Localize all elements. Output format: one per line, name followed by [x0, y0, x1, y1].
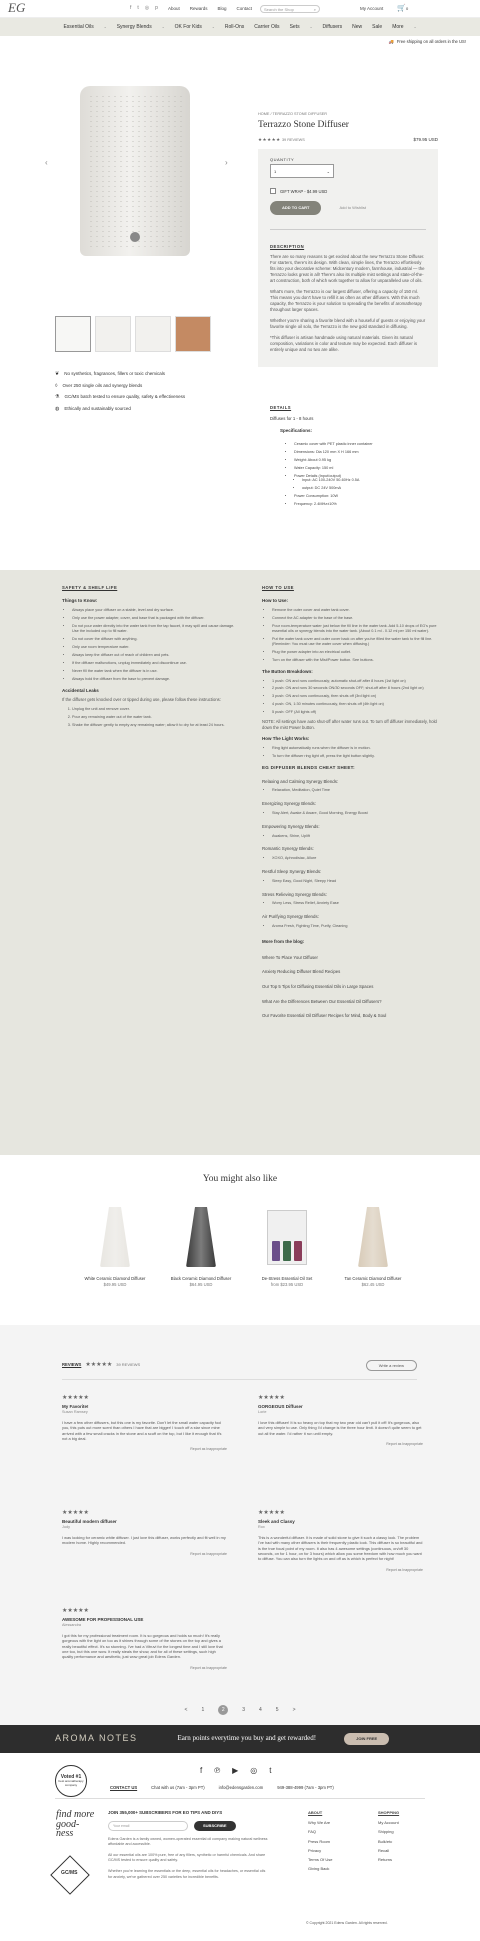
- cheat-group: [262, 779, 442, 794]
- site-footer: [0, 1753, 480, 1941]
- page-4[interactable]: 4: [259, 1706, 262, 1713]
- aroma-notes-logo: AROMA NOTES: [55, 1733, 138, 1744]
- gcms-text: GC/MS: [61, 1869, 78, 1876]
- review-author: Rox: [258, 1524, 265, 1529]
- blog-title: More from the blog:: [262, 939, 305, 945]
- nav-item-sets[interactable]: Sets: [289, 23, 300, 30]
- footer-link[interactable]: Bulk/etc: [378, 1838, 393, 1844]
- nav-item-roll-ons[interactable]: Roll-Ons: [224, 23, 245, 30]
- list-item: • 4 push: ON, 1:30 minutes continuously, then shuts off (4th light on): [272, 702, 442, 707]
- product-price: $62.45 USD: [361, 1282, 385, 1288]
- about-text: Edens Garden is a family owned, women-operated essential oil company making natural wellness affordable and accessible.: [108, 1836, 268, 1846]
- product-title: Terrazzo Stone Diffuser: [258, 119, 349, 130]
- howto-title: HOW TO USE: [262, 585, 294, 590]
- details-title: DETAILS: [270, 405, 292, 410]
- product-image[interactable]: [166, 1202, 236, 1272]
- review-author: Lorie: [258, 1409, 267, 1414]
- contact-row: [110, 1785, 334, 1790]
- chevron-down-icon: ⌄: [161, 24, 165, 29]
- power-list: [294, 478, 440, 491]
- button-list: [262, 679, 442, 716]
- thumbnail-3[interactable]: [135, 316, 171, 352]
- footer-link[interactable]: Terms Of Use: [308, 1856, 333, 1862]
- recommendations-list: [80, 1202, 408, 1288]
- cheat-group: [262, 846, 442, 861]
- cheat-title: EG DIFFUSER BLENDS CHEAT SHEET:: [262, 764, 355, 770]
- thumbnail-2[interactable]: [95, 316, 131, 352]
- globe-icon: ◍: [55, 405, 60, 412]
- cheat-group-title: Energizing Synergy Blends:: [262, 801, 316, 807]
- shipping-text: Free shipping on all orders in the US!: [396, 39, 466, 45]
- description-section: [270, 229, 426, 354]
- diffuser-shape: [358, 1207, 388, 1267]
- top-bar: [0, 0, 480, 18]
- product-name[interactable]: De-Stress Essential Oil Set: [261, 1276, 313, 1281]
- pinterest-icon[interactable]: p: [155, 5, 158, 12]
- list-item: • Always place your diffuser on a stable, level and dry surface.: [72, 608, 237, 613]
- review-body: This is a wonderful diffuser. It is made of solid stone to give it such a classy look. The problem I've had with many other diffusers is their frequently plastic look. This diffuser is so beautiful and is the true focal point of my room. It also has 4 awesome settings (continuous, on/off 30 seconds, on for 1 hour, on for 3 hours) which allow you some freedom with how much you want to diffuse. You can also turn the lights on and off as is which is perfect for night!: [258, 1534, 423, 1562]
- footer-link[interactable]: Press Room: [308, 1838, 331, 1844]
- review-title: Sleek and Classy: [258, 1518, 295, 1524]
- review-author: Alessandra: [62, 1622, 81, 1627]
- spec-item: • Power Consumption: 10W: [294, 494, 440, 499]
- youtube-icon[interactable]: ▶: [232, 1766, 239, 1775]
- note-text: NOTE: All settings have auto shut-off after water runs out. To turn off diffuser immediately, hold down the mist Power button.: [262, 719, 437, 730]
- star-rating-icon: ★★★★★: [258, 1510, 285, 1516]
- specifications-title: Specifications:: [280, 428, 313, 434]
- social-links: [130, 5, 158, 12]
- list-item: • Do not pour water directly into the water tank from the tap faucet, it may spill and cause damage. Use the included cup to fill water.: [72, 624, 237, 634]
- list-item: • 1 push: ON and runs continuously; automatic shut-off after 8 hours (1st light on): [272, 679, 442, 684]
- thumbnail-4[interactable]: [175, 316, 211, 352]
- instagram-icon[interactable]: ◎: [144, 5, 150, 12]
- list-item: • Ring light automatically runs when the diffuser is in motion.: [272, 746, 442, 751]
- page-next[interactable]: >: [292, 1706, 296, 1713]
- list-item: • Plug the power adapter into an electrical outlet.: [272, 650, 442, 655]
- diffuser-shape: [186, 1207, 216, 1267]
- chevron-down-icon: ⌄: [103, 24, 107, 29]
- add-to-cart-button[interactable]: ADD TO CART: [270, 201, 321, 214]
- contact-title: CONTACT US: [110, 1785, 138, 1790]
- blog-link[interactable]: Our Top 5 Tips for Diffusing Essential Oils in Large Spaces: [262, 984, 374, 990]
- cheat-group-title: Stress Relieving Synergy Blends:: [262, 891, 327, 897]
- blog-link[interactable]: Our Favorite Essential Oil Diffuser Recipes for Mind, Body & Soul: [262, 1013, 387, 1019]
- spec-item: • Frequency: 2.4MHz±10%: [294, 502, 440, 507]
- cheat-group: [262, 892, 442, 907]
- join-free-button[interactable]: JOIN FREE: [344, 1733, 389, 1744]
- oil-bottle: [272, 1241, 280, 1261]
- leaf-icon: ❦: [55, 371, 60, 377]
- list-item: • 2 push: ON and runs 30 seconds ON/30 seconds OFF; shut-off after 8 hours (2nd light on): [272, 686, 442, 691]
- main-nav: [0, 18, 480, 36]
- badge-title: Voted #1: [60, 1773, 82, 1780]
- cart-count: 0: [405, 5, 409, 11]
- cart-icon: 🛒: [397, 4, 406, 12]
- blog-link[interactable]: Where To Place Your Diffuser: [262, 954, 318, 960]
- cheat-group-list: [262, 879, 442, 884]
- leaks-title: Accidental Leaks: [62, 687, 99, 693]
- footer-link[interactable]: Giving Back: [308, 1866, 330, 1872]
- reviews-title: REVIEWS: [62, 1361, 82, 1367]
- product-info: [258, 112, 438, 367]
- spec-list: [270, 442, 440, 507]
- footer-column-title: ABOUT: [308, 1810, 323, 1815]
- cheat-group: [262, 914, 442, 929]
- report-link[interactable]: Report as Inappropriate: [386, 1567, 423, 1572]
- twitter-icon[interactable]: t: [137, 5, 139, 12]
- description-paragraph: What's more, the Terrazzo is our largest diffuser, offering a capacity of 150 ml. This means you don't have to refill it as often as other diffusers. With this much capacity, the Terrazzo is your solution to spreading the benefits of aromatherapy throughout larger spaces.: [270, 289, 422, 313]
- link-rewards[interactable]: Rewards: [189, 5, 208, 11]
- list-item: • XOXO, Aphrodisiac, Allure: [272, 856, 442, 861]
- footer-social: [200, 1766, 272, 1776]
- page-1[interactable]: 1: [201, 1706, 205, 1713]
- product-name[interactable]: Tan Ceramic Diamond Diffuser: [344, 1276, 402, 1281]
- nav-item-diffusers[interactable]: Diffusers: [322, 23, 343, 30]
- cheat-group-title: Empowering Synergy Blends:: [262, 823, 320, 829]
- spec-text: Power Details (Input/output): [294, 473, 342, 478]
- lights-list: [262, 746, 442, 759]
- facebook-icon[interactable]: f: [130, 5, 132, 12]
- quantity-value: 1: [274, 169, 277, 175]
- thumbnail-1[interactable]: [55, 316, 91, 352]
- feature-text: No synthetics, fragrances, fillers or toxic chemicals: [64, 371, 165, 377]
- feature-item: [55, 371, 185, 378]
- copyright: © Copyright 2021 Edens Garden. All rights reserved.: [306, 1921, 388, 1925]
- page-2[interactable]: 2: [218, 1705, 228, 1715]
- power-item: • Input: AC 100-240V 50-60Hz 0.5A: [302, 478, 440, 483]
- star-rating-icon: ★★★★★: [258, 1395, 285, 1401]
- footer-link[interactable]: Why We Are: [308, 1820, 331, 1826]
- nav-item-synergy-blends[interactable]: Synergy Blends: [116, 23, 152, 30]
- product-name[interactable]: White Ceramic Diamond Diffuser: [84, 1276, 146, 1281]
- instagram-icon[interactable]: ◎: [250, 1766, 258, 1775]
- chat-link[interactable]: Chat with us (7am - 3pm PT): [151, 1785, 205, 1790]
- add-to-wishlist-link[interactable]: Add to Wishlist: [339, 205, 366, 211]
- reviews-header: [62, 1360, 417, 1380]
- page-prev[interactable]: <: [184, 1706, 188, 1713]
- star-rating-icon: ★★★★★: [62, 1608, 89, 1614]
- feature-text: Over 250 single oils and synergy blends: [62, 382, 143, 388]
- cheat-group: [262, 869, 442, 884]
- rating-row: [258, 137, 438, 143]
- review-title: My Favorite!: [62, 1403, 89, 1409]
- pagination: [0, 1705, 480, 1715]
- list-item: • Aroma Fresh, Fighting Time, Purify, Cleaning: [272, 924, 442, 929]
- product-section: [0, 48, 480, 412]
- gallery-prev-icon[interactable]: ‹: [45, 158, 48, 167]
- use-title: How to Use:: [262, 598, 289, 604]
- write-review-button[interactable]: Write a review: [366, 1360, 417, 1371]
- aroma-notes-message: Earn points everytime you buy and get rewarded!: [177, 1734, 317, 1743]
- twitter-icon[interactable]: t: [269, 1766, 272, 1775]
- spec-item: • Ceramic cover with PET plastic inner container: [294, 442, 440, 447]
- things-title: Things to Know:: [62, 598, 98, 604]
- star-rating-icon: ★★★★★: [62, 1510, 89, 1516]
- account-link[interactable]: My Account: [360, 5, 384, 11]
- link-about[interactable]: About: [167, 5, 180, 11]
- review-author: Susan Ramsey: [62, 1409, 88, 1414]
- cheat-group: [262, 824, 442, 839]
- gcms-badge: [50, 1855, 90, 1895]
- list-item: • 3 push: ON and runs continuously, then shuts off (3rd light on): [272, 694, 442, 699]
- newsletter-signup: [108, 1810, 268, 1880]
- safety-title: SAFETY & SHELF LIFE: [62, 585, 118, 590]
- diffuse-hours: Diffuses for 1 - 8 hours: [270, 416, 314, 422]
- list-item: • Connect the AC adapter to the base of the base.: [272, 616, 442, 621]
- spec-item: • Weight: About 0.95 kg: [294, 458, 440, 463]
- product-image[interactable]: [338, 1202, 408, 1272]
- list-item: • Remove the outer cover and water tank cover.: [272, 608, 442, 613]
- footer-link[interactable]: My Account: [378, 1820, 399, 1826]
- review-card: [258, 1510, 423, 1572]
- aroma-notes-banner: [0, 1725, 480, 1753]
- review-card: [62, 1510, 227, 1556]
- signup-title: JOIN 355,000+ SUBSCRIBERS FOR EO TIPS AND DIYS: [108, 1810, 223, 1815]
- footer-about-column: [308, 1810, 332, 1875]
- list-item: 2. Pour any remaining water out of the water tank.: [72, 715, 237, 720]
- things-list: [62, 608, 237, 681]
- flask-icon: ⚗: [55, 394, 60, 400]
- about-text: All our essential oils are 100% pure, free of any fillers, synthetic or harmful chemicals. And share GC/MS tested to ensure quality and safety.: [108, 1853, 266, 1863]
- button-title: The Button Breakdown:: [262, 668, 313, 674]
- list-item: • Worry Less, Stress Relief, Anxiety Ease: [272, 901, 442, 906]
- find-more-goodness-logo: find more good-ness: [56, 1809, 95, 1839]
- product-name[interactable]: Black Ceramic Diamond Diffuser: [170, 1276, 232, 1281]
- product-image[interactable]: [80, 1202, 150, 1272]
- reviews-section: [0, 1325, 480, 1725]
- safety-column: [62, 585, 237, 731]
- list-item: • Pour room-temperature water just below the fill line in the water tank. Add 5-10 drops of EG's pure essential oils or synergy blends into the water tank. (About 0.1 ml - 0.12 ml per 150 ml water).: [272, 624, 442, 634]
- purchase-options: [258, 149, 438, 367]
- blog-links: [262, 955, 442, 1019]
- list-item: • Never fill the water tank when the diffuser is in use.: [72, 669, 237, 674]
- product-image[interactable]: [252, 1202, 322, 1272]
- product-actions: [270, 201, 426, 214]
- chevron-down-icon: ⌄: [309, 24, 313, 29]
- product-card[interactable]: [166, 1202, 236, 1288]
- report-link[interactable]: Report as Inappropriate: [190, 1665, 227, 1670]
- blog-link[interactable]: What Are the Differences Between Our Essential Oil Diffusers?: [262, 998, 382, 1004]
- review-author: Judy: [62, 1524, 71, 1529]
- nav-item-new[interactable]: New: [352, 23, 363, 30]
- cheat-group-title: Romantic Synergy Blends:: [262, 846, 314, 852]
- cheat-group-list: [262, 924, 442, 929]
- feature-text: GC/MS batch tested to ensure quality, safety & effectiveness: [64, 394, 186, 400]
- chevron-down-icon: ⌄: [413, 24, 417, 29]
- cheat-group-list: [262, 834, 442, 839]
- report-link[interactable]: Report as Inappropriate: [386, 1441, 423, 1446]
- thumbnail-strip: [55, 316, 211, 352]
- product-set-box: [267, 1210, 307, 1265]
- subscribe-button[interactable]: SUBSCRIBE: [194, 1821, 236, 1831]
- review-card: [62, 1608, 227, 1670]
- details-section: [270, 405, 440, 510]
- list-item: • Always hold the diffuser from the base to prevent damage.: [72, 677, 237, 682]
- gift-wrap-checkbox[interactable]: [270, 188, 276, 194]
- list-item: • Only use the power adapter, cover, and base that is packaged with the diffuser.: [72, 616, 237, 621]
- link-contact[interactable]: Contact: [236, 5, 252, 11]
- feature-list: [55, 371, 185, 412]
- review-title: GORGEOUS Diffuser: [258, 1403, 303, 1409]
- oil-bottle: [283, 1241, 291, 1261]
- footer-link[interactable]: Privacy: [308, 1847, 322, 1853]
- chevron-down-icon: ⌄: [211, 24, 215, 29]
- gift-wrap-label: GIFT WRAP - $4.99 USD: [280, 188, 328, 194]
- review-body: I love this diffuser! It is so heavy on top that my two year old can't pull it off! It's gorgeous, also and very simple to use. Only thing I'd change is the three hour limit. It doesn't quite seem to get out all the water. I'd rather it run until empty.: [258, 1419, 422, 1436]
- list-item: • Do not cover the diffuser with anything.: [72, 637, 237, 642]
- report-link[interactable]: Report as Inappropriate: [190, 1551, 227, 1556]
- link-blog[interactable]: Blog: [217, 5, 227, 11]
- cheat-group-list: [262, 856, 442, 861]
- list-item: • Relaxation, Meditation, Quiet Time: [272, 788, 442, 793]
- shipping-banner: [0, 36, 480, 48]
- search-input[interactable]: [260, 5, 320, 13]
- list-item: • To turn the diffuser ring light off, press the light button slightly.: [272, 754, 442, 759]
- footer-divider: [55, 1798, 425, 1799]
- review-title: Beautiful modern diffuser: [62, 1518, 117, 1524]
- leaks-steps: [62, 707, 237, 728]
- product-price: $49.95 USD: [103, 1282, 127, 1288]
- phone-link[interactable]: 949-388-4999 (7am - 3pm PT): [277, 1785, 334, 1790]
- product-gallery: [0, 48, 250, 412]
- pinterest-icon[interactable]: ℗: [214, 1766, 221, 1775]
- cheat-group-title: Relaxing and Calming Synergy Blends:: [262, 778, 339, 784]
- feature-item: [55, 394, 185, 401]
- gift-wrap-option[interactable]: [270, 188, 426, 194]
- description-paragraph: Whether you're sharing a favorite blend with a houseful of guests or enjoying your favorite single oil solo, the Terrazzo is the new gold standard in diffusing.: [270, 318, 426, 330]
- product-price: $79.95 USD: [413, 137, 438, 143]
- cart-button[interactable]: [397, 4, 408, 13]
- footer-link[interactable]: Recall: [378, 1847, 390, 1853]
- facebook-icon[interactable]: f: [200, 1766, 203, 1775]
- search-placeholder: Search the Shop: [264, 6, 294, 12]
- list-item: • Awakens, Shine, Uplift: [272, 834, 442, 839]
- list-item: • Sleep Easy, Good Night, Sleepy Head: [272, 879, 442, 884]
- reviews-count: 39 REVIEWS: [116, 1361, 141, 1367]
- cheat-sheet: [262, 779, 442, 929]
- footer-shopping-column: [378, 1810, 399, 1866]
- blog-link[interactable]: Anxiety Reducing Diffuser Blend Recipes: [262, 969, 341, 975]
- lights-title: How The Light Works:: [262, 736, 310, 742]
- quantity-select[interactable]: [270, 164, 334, 178]
- cheat-group-title: Air Purifying Synergy Blends:: [262, 914, 319, 920]
- review-body: I was looking for ceramic white diffuser. I just love this diffuser, works perfectly and fit well in my modern home. Highly recommended.: [62, 1534, 226, 1546]
- review-body: I have a few other diffusers, but this one is my favorite. Don't let the small water capacity fool you, this puts out more scent than others I have that are bigger! I touch off a star since mine arrived with a few small cracks in the stone and a scuff on the top, but I like it enough that it's not a big deal.: [62, 1419, 222, 1441]
- description-title: DESCRIPTION: [270, 243, 305, 249]
- star-rating-icon: ★★★★★: [62, 1395, 89, 1401]
- use-list: [262, 608, 442, 662]
- usage-section: [0, 570, 480, 1155]
- nav-item-more[interactable]: More: [392, 23, 404, 30]
- truck-icon: 🚚: [388, 39, 394, 45]
- nav-item-essential-oils[interactable]: Essential Oils: [63, 23, 94, 30]
- product-card[interactable]: [252, 1202, 322, 1288]
- star-rating-icon: ★★★★★: [85, 1361, 113, 1368]
- power-item: • output: DC 24V 500mA: [302, 486, 440, 491]
- cheat-group-list: [262, 788, 442, 793]
- feature-text: Ethically and sustainably sourced: [64, 405, 131, 411]
- footer-link[interactable]: Shipping: [378, 1829, 394, 1835]
- about-text: Whether you're learning the essentials or the deep, essential oils for headaches, or essential oils for anxiety, we've gathered over 250 varieties for incredible benefits.: [108, 1869, 266, 1879]
- diffuser-shape: [100, 1207, 130, 1267]
- list-item: • Stay Alert, Awake & Aware, Good Morning, Energy Boost: [272, 811, 442, 816]
- voted-badge: [55, 1765, 87, 1797]
- nav-item-ok-for-kids[interactable]: OK For Kids: [174, 23, 202, 30]
- email-field[interactable]: Your email: [108, 1821, 188, 1831]
- review-body: I got this for my professional treatment room. It is so gorgeous and holds so much! It's really gorgeous with the light on too as it shines through some of the stones on the top and gives a really beautiful effect. It's so stunning. I've had a Vitruvi for the longest time and I still love that one too, but this one wow. It really steals the show, and for all of these settings, such high quality performance and aesthetic, just wow great job Edens Garden.: [62, 1632, 223, 1660]
- chevron-down-icon: ⌄: [326, 169, 330, 175]
- howto-column: [262, 585, 442, 1028]
- review-card: [62, 1395, 227, 1452]
- product-price: $64.95 USD: [189, 1282, 213, 1288]
- site-logo[interactable]: EG: [8, 0, 26, 16]
- review-title: AWESOME FOR PROFESSIONAL USE: [62, 1616, 144, 1622]
- list-item: • 5 push: OFF (All lights off): [272, 710, 442, 715]
- report-link[interactable]: Report as Inappropriate: [190, 1447, 227, 1452]
- nav-item-sale[interactable]: Sale: [372, 23, 383, 30]
- description-paragraph: There are so many reasons to get excited about the new Terrazzo Stone Diffuser. For starters, there's its design. With clean, simple lines, the Terrazzo effortlessly fits into your decorative scheme: Midcentury modern, farmhouse, industrial — the Terrazzo looks great in all! There's also its multiple mist settings and state-of-the-art construction, both of which work together to allow for unparalleled use of oils.: [270, 254, 425, 284]
- email-link[interactable]: info@edensgarden.com: [218, 1785, 264, 1790]
- review-card: [258, 1395, 423, 1447]
- list-item: • Put the water tank cover and outer cover back on after you've filled the water tank to the fill line. (Reminder: You must use the water cover when diffusing.): [272, 637, 442, 647]
- top-links: [168, 6, 252, 12]
- recommendations-title: You might also like: [202, 1174, 278, 1184]
- cheat-group-list: [262, 901, 442, 906]
- list-item: 3. Shake the diffuser gently to empty any remaining water; allow it to dry for at least 24 hours.: [72, 723, 237, 728]
- list-item: • Only use room temperature water.: [72, 645, 237, 650]
- nav-item-carrier-oils[interactable]: Carrier Oils: [254, 23, 280, 30]
- gallery-next-icon[interactable]: ›: [225, 158, 228, 167]
- page-5[interactable]: 5: [275, 1706, 279, 1713]
- product-price: from $23.95 USD: [270, 1282, 304, 1288]
- description-paragraph: *This diffuser is artisan handmade using natural materials. Given its natural composition, variations in color and texture may be expected. Each diffuser is entirely unique and no two are alike.: [270, 335, 418, 353]
- footer-column-title: SHOPPING: [378, 1810, 400, 1815]
- feature-item: [55, 406, 185, 413]
- search-icon: ⌕: [313, 6, 316, 12]
- product-main-image[interactable]: [80, 86, 190, 256]
- cheat-group-list: [262, 811, 442, 816]
- leaks-text: If the diffuser gets knocked over or tipped during use, please follow these instructions:: [62, 697, 221, 703]
- footer-link[interactable]: Returns: [378, 1856, 393, 1862]
- breadcrumb[interactable]: HOME / TERRAZZO STONE DIFFUSER: [258, 112, 328, 116]
- quantity-label: QUANTITY: [270, 157, 295, 163]
- drop-icon: ◊: [55, 382, 58, 389]
- footer-link[interactable]: FAQ: [308, 1829, 317, 1835]
- product-card[interactable]: [338, 1202, 408, 1288]
- cheat-group: [262, 801, 442, 816]
- spec-item: • Dimensions: Dia 120 mm X H 166 mm: [294, 450, 440, 455]
- recommendations-section: [0, 1155, 480, 1325]
- feature-item: [55, 383, 185, 390]
- product-card[interactable]: [80, 1202, 150, 1288]
- cheat-group-title: Restful Sleep Synergy Blends:: [262, 869, 322, 875]
- star-rating-icon[interactable]: ★★★★★: [258, 137, 281, 143]
- badge-text: best aromatherapy company: [58, 1779, 84, 1788]
- oil-bottle: [294, 1241, 302, 1261]
- list-item: • Turn on the diffuser with the Mist/Power button. See buttons.: [272, 658, 442, 663]
- list-item: • If the diffuser malfunctions, unplug immediately and discontinue use.: [72, 661, 237, 666]
- list-item: 1. Unplug the unit and remove cover.: [72, 707, 237, 712]
- review-count[interactable]: 39 REVIEWS: [281, 138, 305, 143]
- list-item: • Always keep the diffuser out of reach of children and pets.: [72, 653, 237, 658]
- spec-item: • Water Capacity: 150 ml: [294, 466, 440, 471]
- page-3[interactable]: 3: [242, 1706, 245, 1713]
- spec-item: [294, 474, 440, 492]
